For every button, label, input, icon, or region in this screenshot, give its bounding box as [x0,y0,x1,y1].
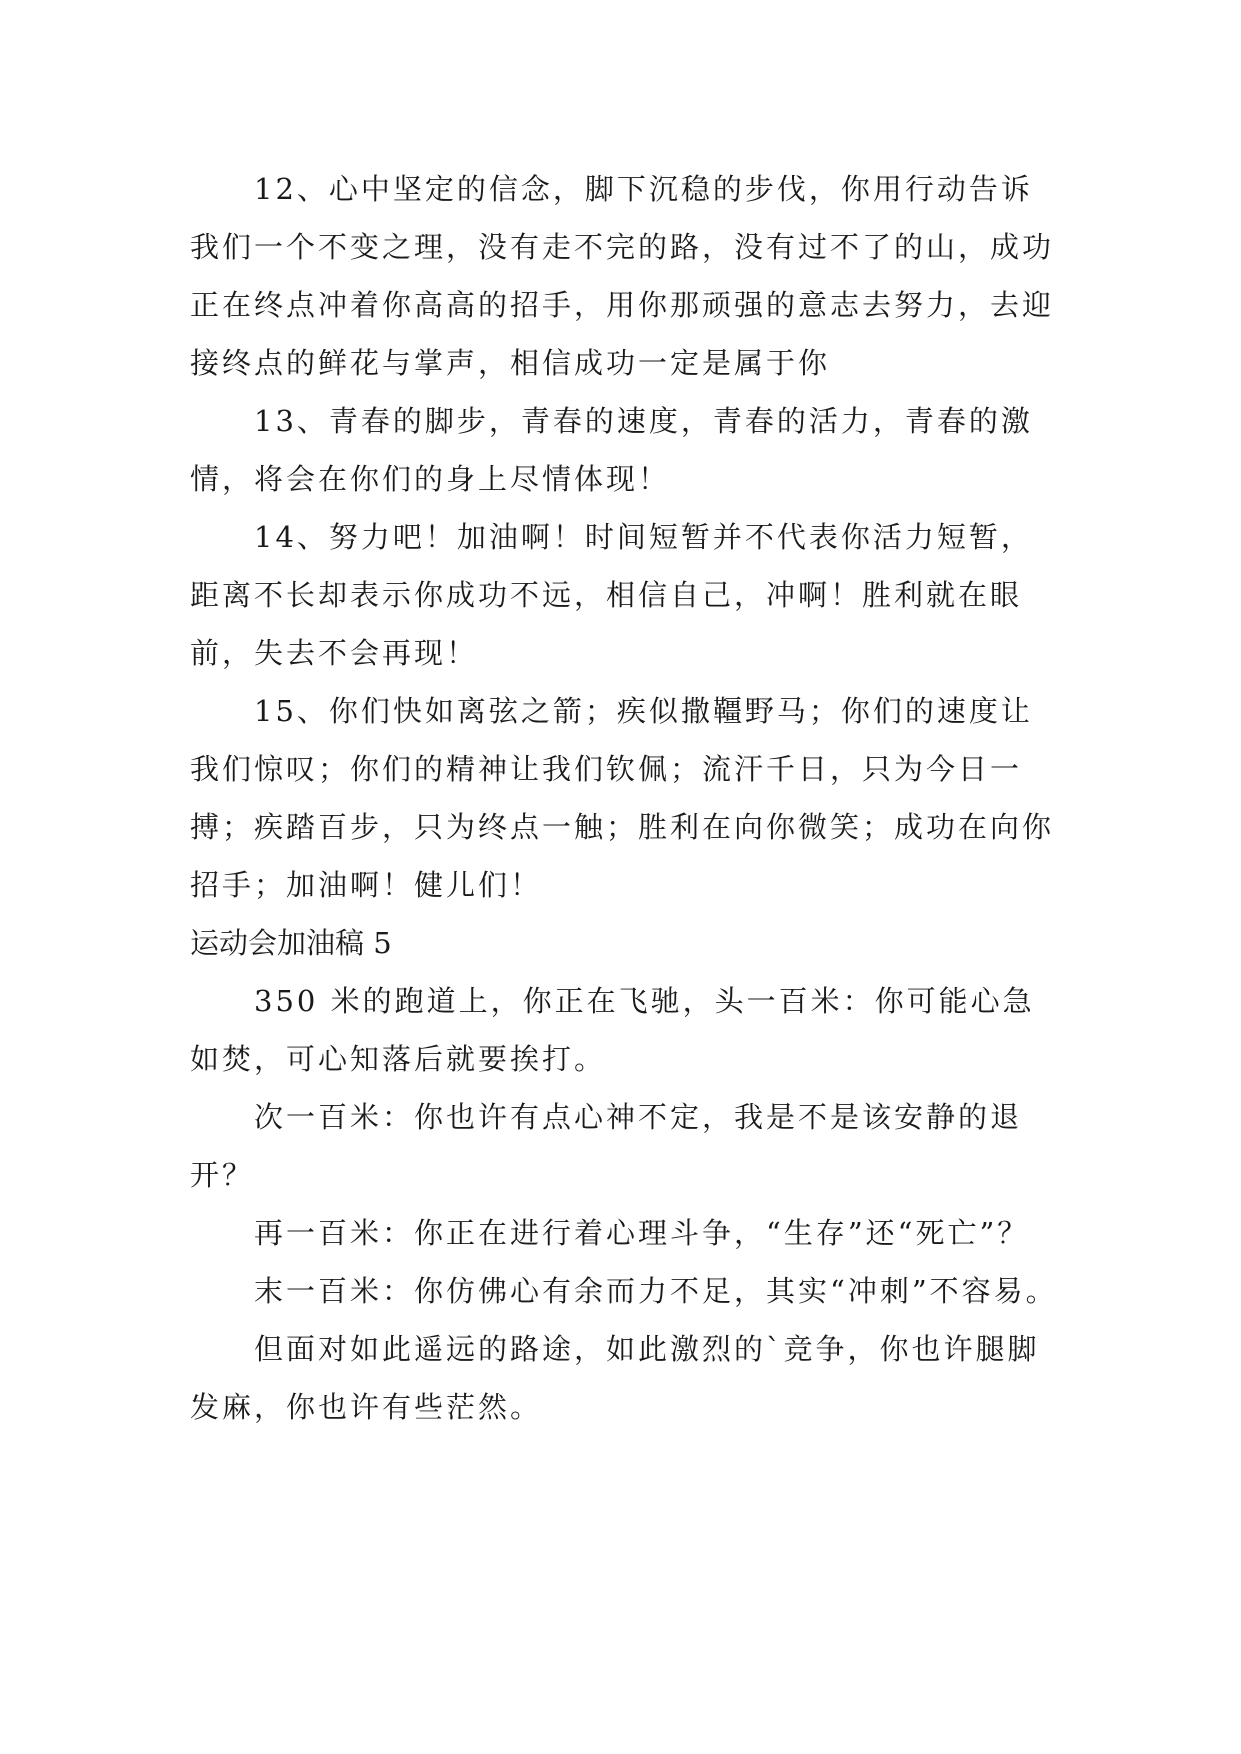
paragraph-third-hundred: 再一百米：你正在进行着心理斗争，“生存”还“死亡”？ [254,1216,1030,1250]
paragraph-last-hundred: 末一百米：你仿佛心有余而力不足，其实“冲刺”不容易。 [254,1274,1058,1308]
paragraph-closing: 但面对如此遥远的路途，如此激烈的`竞争，你也许腿脚发麻，你也许有些茫然。 [190,1332,1040,1424]
paragraph-12: 12、心中坚定的信念，脚下沉稳的步伐，你用行动告诉我们一个不变之理，没有走不完的路，没有过不了的山，成功正在终点冲着你高高的招手，用你那顽强的意志去努力，去迎接终点的鲜花与掌声，相信成功一定是属于你 [190,172,1055,380]
document-body [190,160,1060,1436]
paragraph-13: 13、青春的脚步，青春的速度，青春的活力，青春的激情，将会在你们的身上尽情体现！ [190,404,1033,496]
paragraph-14: 14、努力吧！加油啊！时间短暂并不代表你活力短暂，距离不长却表示你成功不远，相信自己，冲啊！胜利就在眼前，失去不会再现！ [190,520,1033,670]
paragraph-first-hundred: 350 米的跑道上，你正在飞驰，头一百米：你可能心急如焚，可心知落后就要挨打。 [190,984,1035,1076]
paragraph-second-hundred: 次一百米：你也许有点心神不定，我是不是该安静的退开？ [190,1100,1023,1192]
section-heading: 运动会加油稿 5 [190,926,392,960]
paragraph-15: 15、你们快如离弦之箭；疾似撒韁野马；你们的速度让我们惊叹；你们的精神让我们钦佩；流汗千日，只为今日一搏；疾踏百步，只为终点一触；胜利在向你微笑；成功在向你招手；加油啊！健儿们！ [190,694,1055,902]
